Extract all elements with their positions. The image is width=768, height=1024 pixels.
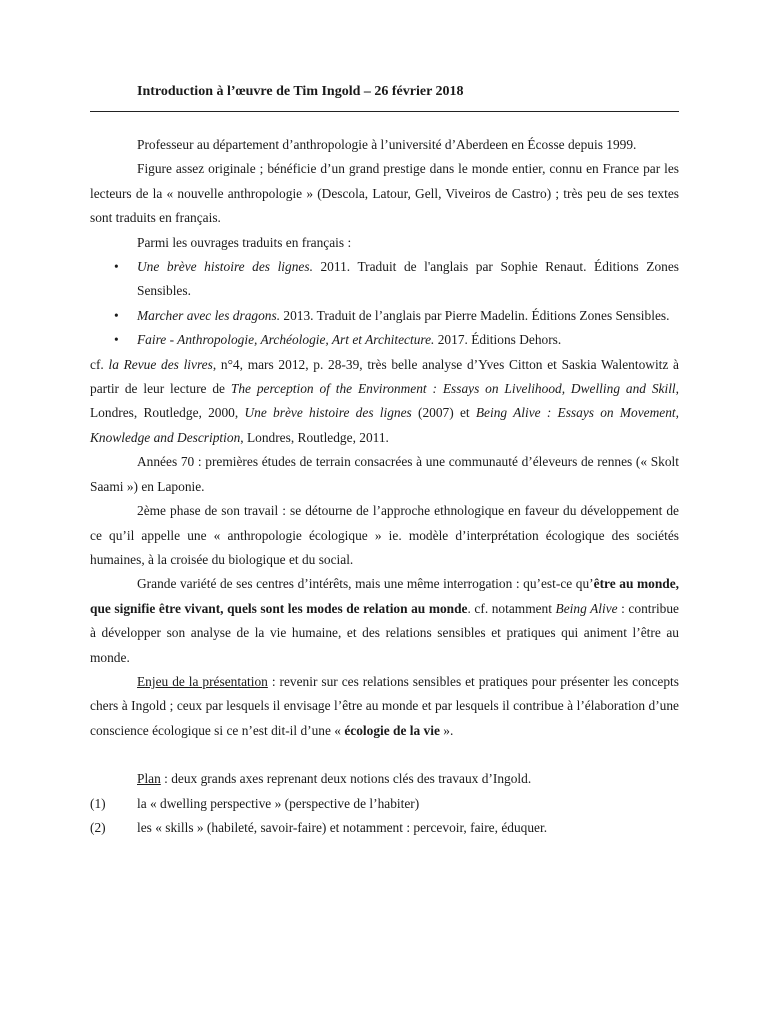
stakes-label: Enjeu de la présentation (137, 673, 268, 689)
work-title: Marcher avec les dragons. (137, 307, 281, 323)
plan-item-number: (2) (90, 819, 106, 835)
plan-item-text: la « dwelling perspective » (perspective de l’habiter) (137, 795, 420, 811)
paragraph-second-phase: 2ème phase de son travail : se détourne de l’approche ethnologique en faveur du développement de ce qu’il appelle une « anthropologie écologique » ie. modèle d’interprétation écologique des sociétés humaines, à la croisée du biologique et du social. (90, 503, 679, 567)
list-item (90, 255, 679, 304)
spacer (90, 743, 679, 767)
work-details: 2013. Traduit de l’anglais par Pierre Madelin. Éditions Zones Sensibles. (280, 307, 670, 323)
translated-works-list (90, 255, 679, 353)
paragraph-years-70: Années 70 : premières études de terrain consacrées à une communauté d’éleveurs de rennes (« Skolt Saami ») en Laponie. (90, 454, 679, 494)
paragraph-figure: Figure assez originale ; bénéficie d’un grand prestige dans le monde entier, connu en France par les lecteurs de la « nouvelle anthropologie » (Descola, Latour, Gell, Viveiros de Castro) ; très peu de ses textes sont traduits en français. (90, 161, 679, 226)
paragraph-stakes: Enjeu de la présentation : revenir sur ces relations sensibles et pratiques pour présenter les concepts chers à Ingold ; ceux par lesquels il envisage l’être au monde et par lesquels il contribue à l’élaboration d’une conscience écologique si ce n’est dit-il d’une « écologie de la vie ». (90, 673, 679, 738)
plan-item (90, 816, 679, 840)
document-title: Introduction à l’œuvre de Tim Ingold – 26 février 2018 (137, 84, 464, 99)
plan-item (90, 792, 679, 816)
list-item (90, 328, 679, 352)
title-divider (90, 111, 679, 112)
paragraph-translated-intro: Parmi les ouvrages traduits en français : (137, 234, 352, 250)
bullet-icon: • (114, 259, 119, 275)
paragraph-cf-reference: cf. la Revue des livres, n°4, mars 2012, p. 28-39, très belle analyse d’Yves Citton et Saskia Walentowitz à partir de leur lecture de The perception of the Environment : Essays on Livelihood, Dwelling and Skill, Londres, Routledge, 2000, Une brève histoire des lignes (2007) et Being Alive : Essays on Movement, Knowledge and Description, Londres, Routledge, 2011. (90, 356, 680, 445)
paragraph-professor: Professeur au département d’anthropologie à l’université d’Aberdeen en Écosse depuis 1999. (137, 137, 637, 152)
plan-item-text: les « skills » (habileté, savoir-faire) et notamment : percevoir, faire, éduquer. (137, 819, 548, 835)
document-body (90, 133, 679, 840)
plan-item-number: (1) (90, 795, 106, 811)
bullet-icon: • (114, 307, 119, 323)
work-title: Une brève histoire des lignes. (137, 259, 313, 275)
plan-label: Plan (137, 771, 161, 787)
work-title: Faire - Anthropologie, Archéologie, Art et Architecture. (137, 332, 435, 348)
paragraph-interests: Grande variété de ses centres d’intérêts, mais une même interrogation : qu’est-ce qu’être au monde, que signifie être vivant, quels sont les modes de relation au monde. cf. notamment Being Alive : contribue à développer son analyse de la vie humaine, et des relations sensibles et pratiques qui animent l’être au monde. (90, 576, 680, 665)
list-item (90, 304, 679, 328)
paragraph-plan: Plan : deux grands axes reprenant deux notions clés des travaux d’Ingold. (137, 771, 532, 787)
bullet-icon: • (114, 332, 119, 348)
work-details: 2017. Éditions Dehors. (434, 332, 562, 348)
work-details: 2011. Traduit de l'anglais par Sophie Renaut. Éditions Zones Sensibles. (137, 259, 679, 299)
